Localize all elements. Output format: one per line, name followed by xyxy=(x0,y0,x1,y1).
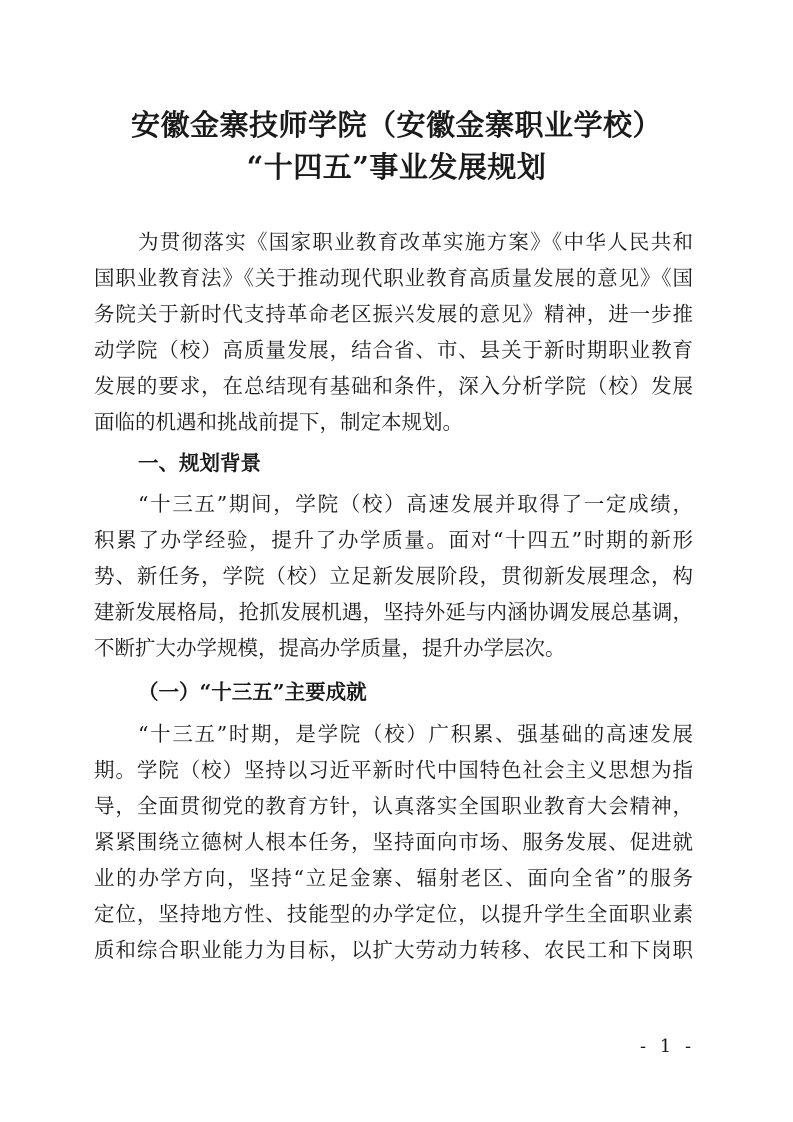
paragraph-line: 质和综合职业能力为目标，以扩大劳动力转移、农民工和下岗职 xyxy=(94,938,693,962)
page-number: - 1 - xyxy=(640,1036,696,1057)
paragraph-line: 导，全面贯彻党的教育方针，认真落实全国职业教育大会精神， xyxy=(94,794,693,818)
paragraph-line: 建新发展格局，抢抓发展机遇，坚持外延与内涵协调发展总基调， xyxy=(94,600,693,624)
intro-line: 发展的要求，在总结现有基础和条件，深入分析学院（校）发展 xyxy=(94,374,693,398)
subsection-heading-achievements: （一）“十三五”主要成就 xyxy=(138,680,367,704)
intro-line: 国职业教育法》《关于推动现代职业教育高质量发展的意见》《国 xyxy=(94,266,693,290)
paragraph-line: 势、新任务，学院（校）立足新发展阶段，贯彻新发展理念，构 xyxy=(94,564,693,588)
paragraph-line: 业的办学方向，坚持“立足金寨、辐射老区、面向全省”的服务 xyxy=(94,866,693,890)
paragraph-line: 紧紧围绕立德树人根本任务，坚持面向市场、服务发展、促进就 xyxy=(94,830,693,854)
document-title-line-1: 安徽金寨技师学院（安徽金寨职业学校） xyxy=(130,108,662,142)
paragraph-line: “十三五”时期，是学院（校）广积累、强基础的高速发展 xyxy=(138,722,693,746)
section-heading-background: 一、规划背景 xyxy=(138,451,261,475)
paragraph-line: 期。学院（校）坚持以习近平新时代中国特色社会主义思想为指 xyxy=(94,758,693,782)
paragraph-line: 不断扩大办学规模，提高办学质量，提升办学层次。 xyxy=(94,636,566,660)
paragraph-line: 积累了办学经验，提升了办学质量。面对“十四五”时期的新形 xyxy=(94,528,693,552)
document-title-line-2: “十四五”事业发展规划 xyxy=(246,150,547,184)
intro-line: 面临的机遇和挑战前提下，制定本规划。 xyxy=(94,410,463,434)
intro-line: 务院关于新时代支持革命老区振兴发展的意见》精神，进一步推 xyxy=(94,302,693,326)
intro-line: 动学院（校）高质量发展，结合省、市、县关于新时期职业教育 xyxy=(94,338,693,362)
intro-line: 为贯彻落实《国家职业教育改革实施方案》《中华人民共和 xyxy=(138,230,693,254)
paragraph-line: “十三五”期间，学院（校）高速发展并取得了一定成绩， xyxy=(138,492,693,516)
paragraph-line: 定位，坚持地方性、技能型的办学定位，以提升学生全面职业素 xyxy=(94,902,693,926)
